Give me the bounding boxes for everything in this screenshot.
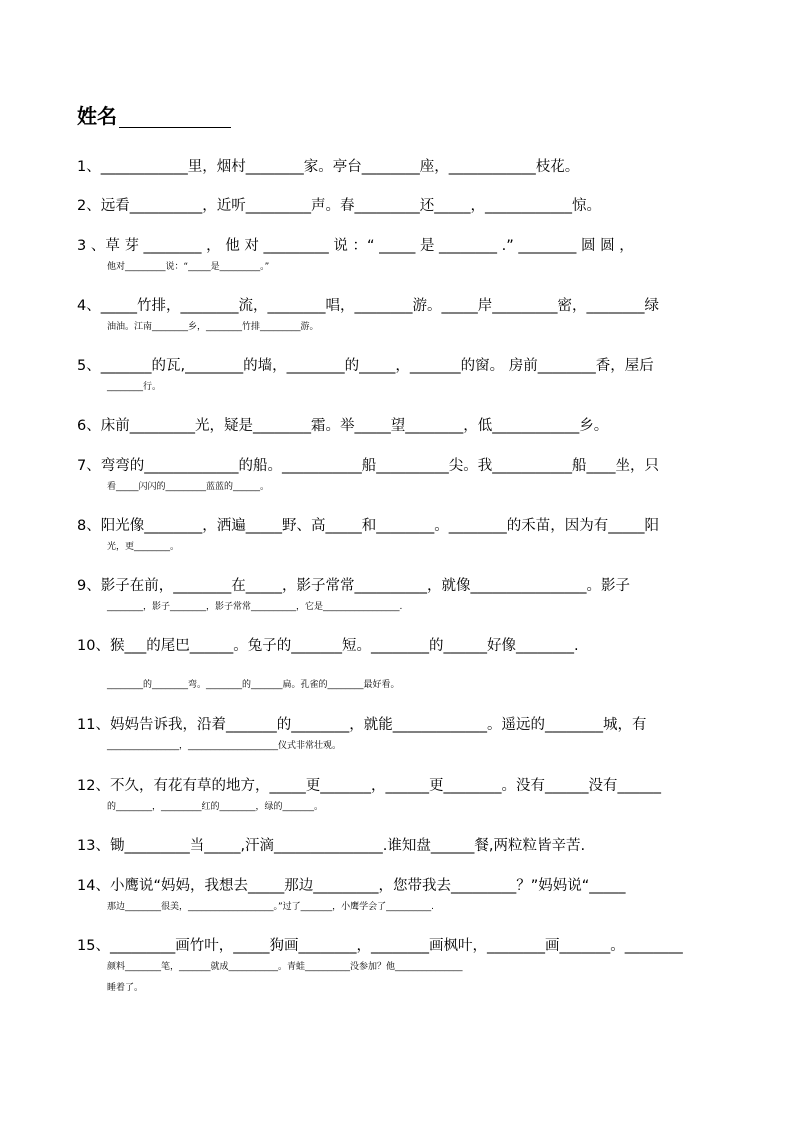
question-number: 10、: [77, 638, 110, 654]
question-1: [77, 157, 717, 178]
question-14: [77, 876, 717, 918]
name-blank[interactable]: [119, 107, 231, 128]
question-number: 7、: [77, 458, 101, 474]
question-line: 颜料________笔，_______就成___________。青蛙__________没参加？他_______________: [107, 962, 463, 972]
question-text: 弯弯的_____________的船。___________船__________尖。我___________船____坐，只: [100, 458, 659, 474]
question-text: 阳光像________，洒遍_____野、高_____和________。________的禾苗，因为有_____阳: [100, 518, 659, 534]
question-text: _____竹排，________流，________唱，________游。_____岸_________密，________绿: [100, 298, 659, 314]
question-number: 4、: [77, 298, 101, 314]
question-number: 9、: [77, 578, 101, 594]
question-11: [77, 715, 717, 757]
question-line: ________的________弯。________的_______扁。孔雀的________最好看。: [107, 680, 400, 690]
name-field: [77, 104, 231, 128]
question-line: [77, 836, 717, 857]
question-text: 妈妈告诉我，沿着_______的________，就能_____________。遥远的________城，有: [109, 717, 647, 733]
question-9: [77, 576, 717, 618]
question-text: 床前_________光，疑是________霜。举_____望________，低____________乡。: [100, 418, 609, 434]
question-line: [77, 416, 717, 437]
question-text: 远看__________，近听_________声。春_________还_____，____________惊。: [100, 198, 601, 214]
question-line: [77, 936, 717, 957]
question-number: 2、: [77, 198, 101, 214]
question-number: 1、: [77, 159, 101, 175]
question-line: [77, 356, 717, 377]
question-line: [77, 236, 717, 257]
question-text: 影子在前，________在_____，影子常常__________，就像________________。影子: [100, 578, 630, 594]
question-line: 他对_________说：“_____是_________。”: [107, 262, 270, 272]
question-15: [77, 936, 717, 999]
question-text: 猴___的尾巴______。兔子的_______短。________的______好像________.: [109, 638, 579, 654]
question-text: _______的瓦,________的墙，________的_____，_______的窗。 房前________香，屋后: [100, 358, 654, 374]
question-text: ____________里，烟村________家。亭台________座，____________枝花。: [100, 159, 580, 175]
question-line: ________行。: [107, 382, 162, 392]
question-6: [77, 416, 717, 437]
question-text: 小鹰说“妈妈，我想去_____那边_________，您带我去_________？”妈妈说“_____: [109, 878, 626, 894]
question-7: [77, 456, 717, 498]
question-number: 8、: [77, 518, 101, 534]
question-line: [77, 516, 717, 537]
question-number: 5、: [77, 358, 101, 374]
name-label: 姓名: [77, 104, 117, 128]
question-4: [77, 296, 717, 338]
question-line: ________，影子________，影子常常__________，它是_________________.: [107, 602, 403, 612]
question-line: [77, 196, 717, 217]
question-10: [77, 636, 717, 696]
question-number: 6、: [77, 418, 101, 434]
question-line: [77, 296, 717, 317]
question-line: [77, 456, 717, 477]
question-number: 11、: [77, 717, 110, 733]
question-number: 13、: [77, 838, 110, 854]
question-line: 看_____闪闪的_________蓝蓝的______。: [107, 482, 270, 492]
question-12: [77, 776, 717, 818]
question-line: 光，更________。: [107, 542, 180, 552]
question-8: [77, 516, 717, 558]
question-text: _________画竹叶，_____狗画________，________画枫叶，________画_______。________: [109, 938, 683, 954]
question-line: ________________，____________________仪式非常壮观。: [107, 741, 342, 751]
question-3: [77, 236, 717, 278]
question-text: 草 芽 ________ ， 他 对 _________ 说 ：“ _____ 是 ________ .” ________ 圆 圆 ，: [105, 238, 634, 254]
question-line: 那边________很美，___________________。”过了_______，小鹰学会了__________.: [107, 902, 435, 912]
question-line: 的________，_________红的________，绿的_______。: [107, 802, 324, 812]
question-number: 12、: [77, 778, 110, 794]
question-text: 锄_________当_____,汗滴_______________.谁知盘______餐,两粒粒皆辛苦.: [109, 838, 586, 854]
question-line: [77, 157, 717, 178]
question-line: 睡着了。: [107, 983, 144, 993]
question-line: 油油。江南________乡，________竹排_________游。: [107, 322, 319, 332]
question-text: 不久，有花有草的地方，_____更_______，______更________。没有______没有______: [109, 778, 661, 794]
question-line: [77, 776, 717, 797]
question-line: [77, 576, 717, 597]
question-number: 14、: [77, 878, 110, 894]
question-line: [77, 715, 717, 736]
question-line: [77, 876, 717, 897]
question-13: [77, 836, 717, 857]
question-number: 3 、: [77, 238, 106, 254]
question-2: [77, 196, 717, 217]
question-5: [77, 356, 717, 398]
question-number: 15、: [77, 938, 110, 954]
question-line: [77, 636, 717, 657]
